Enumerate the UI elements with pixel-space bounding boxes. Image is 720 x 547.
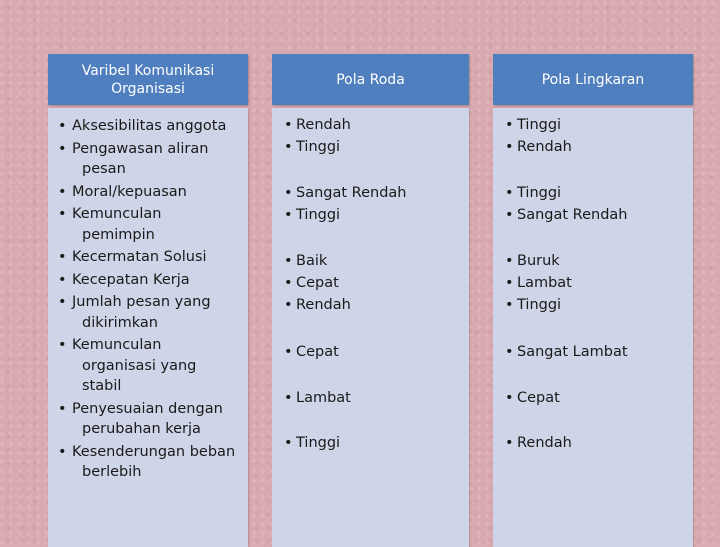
variabel-column (48, 54, 248, 547)
list-item: • Kemunculan organisasi yang stabil (58, 337, 197, 394)
list-item: • Aksesibilitas anggota (58, 116, 240, 137)
pola-roda-body (272, 108, 469, 547)
roda-group (284, 250, 351, 316)
bullet-icon: • (58, 183, 67, 200)
list-item: • Rendah (284, 294, 351, 316)
list-item: • Rendah (505, 432, 572, 454)
list-item: • Moral/kepuasan (58, 182, 240, 203)
bullet-icon: • (58, 294, 67, 310)
bullet-icon: • (58, 140, 67, 157)
list-item: • Sangat Rendah (505, 204, 627, 226)
roda-group (284, 387, 351, 409)
pola-roda-header: Pola Roda (272, 54, 469, 105)
bullet-icon: • (505, 435, 514, 451)
bullet-icon: • (284, 344, 293, 360)
list-item: • Tinggi (284, 136, 351, 158)
bullet-icon: • (505, 275, 514, 291)
list-item: • Tinggi (284, 432, 340, 454)
list-item: • Kemunculan pemimpin (58, 206, 162, 243)
bullet-icon: • (58, 118, 67, 134)
bullet-icon: • (58, 400, 67, 417)
lingkaran-group (505, 182, 627, 226)
lingkaran-group (505, 341, 628, 363)
bullet-icon: • (284, 435, 293, 451)
bullet-icon: • (284, 297, 293, 313)
pola-lingkaran-header: Pola Lingkaran (493, 54, 693, 105)
bullet-icon: • (284, 185, 293, 201)
variabel-body (48, 108, 248, 547)
list-item: • Penyesuaian dengan perubahan kerja (58, 400, 223, 437)
bullet-icon: • (58, 206, 67, 222)
bullet-icon: • (284, 139, 293, 155)
lingkaran-group (505, 250, 572, 316)
bullet-icon: • (505, 390, 514, 406)
list-item: • Kecepatan Kerja (58, 270, 240, 291)
bullet-icon: • (58, 443, 67, 460)
list-item: • Rendah (505, 136, 572, 158)
list-item: • Sangat Rendah (284, 182, 406, 204)
lingkaran-group (505, 387, 560, 409)
variabel-list (58, 116, 240, 483)
bullet-icon: • (505, 253, 514, 269)
list-item: • Cepat (284, 341, 339, 363)
list-item: • Cepat (284, 272, 351, 294)
bullet-icon: • (505, 344, 514, 360)
variabel-header (48, 54, 248, 105)
lingkaran-group (505, 432, 572, 454)
bullet-icon: • (284, 275, 293, 291)
bullet-icon: • (58, 271, 67, 288)
list-item: • Tinggi (505, 182, 627, 204)
variabel-header-line2: Organisasi (111, 80, 185, 97)
list-item: • Tinggi (505, 114, 572, 136)
bullet-icon: • (505, 139, 514, 155)
list-item: • Lambat (284, 387, 351, 409)
list-item: • Tinggi (505, 294, 572, 316)
list-item: • Buruk (505, 250, 572, 272)
bullet-icon: • (58, 249, 67, 265)
roda-group (284, 341, 339, 363)
list-item: • Kecermatan Solusi (58, 247, 240, 268)
bullet-icon: • (505, 207, 514, 223)
bullet-icon: • (58, 337, 67, 353)
list-item: • Pengawasan aliran pesan (58, 140, 209, 177)
bullet-icon: • (505, 297, 514, 313)
list-item: • Cepat (505, 387, 560, 409)
roda-group (284, 432, 340, 454)
list-item: • Tinggi (284, 204, 406, 226)
bullet-icon: • (505, 185, 514, 201)
list-item: • Rendah (284, 114, 351, 136)
list-item: • Jumlah pesan yang dikirimkan (58, 294, 211, 331)
list-item: • Baik (284, 250, 351, 272)
pola-lingkaran-column (493, 54, 693, 547)
pola-roda-column (272, 54, 469, 547)
bullet-icon: • (284, 390, 293, 406)
lingkaran-group (505, 114, 572, 158)
list-item: • Sangat Lambat (505, 341, 628, 363)
bullet-icon: • (505, 117, 514, 133)
bullet-icon: • (284, 253, 293, 269)
roda-group (284, 182, 406, 226)
bullet-icon: • (284, 117, 293, 133)
list-item: • Kesenderungan beban berlebih (58, 443, 236, 480)
pola-lingkaran-body (493, 108, 693, 547)
bullet-icon: • (284, 207, 293, 223)
variabel-header-line1: Varibel Komunikasi (81, 62, 215, 79)
list-item: • Lambat (505, 272, 572, 294)
roda-group (284, 114, 351, 158)
